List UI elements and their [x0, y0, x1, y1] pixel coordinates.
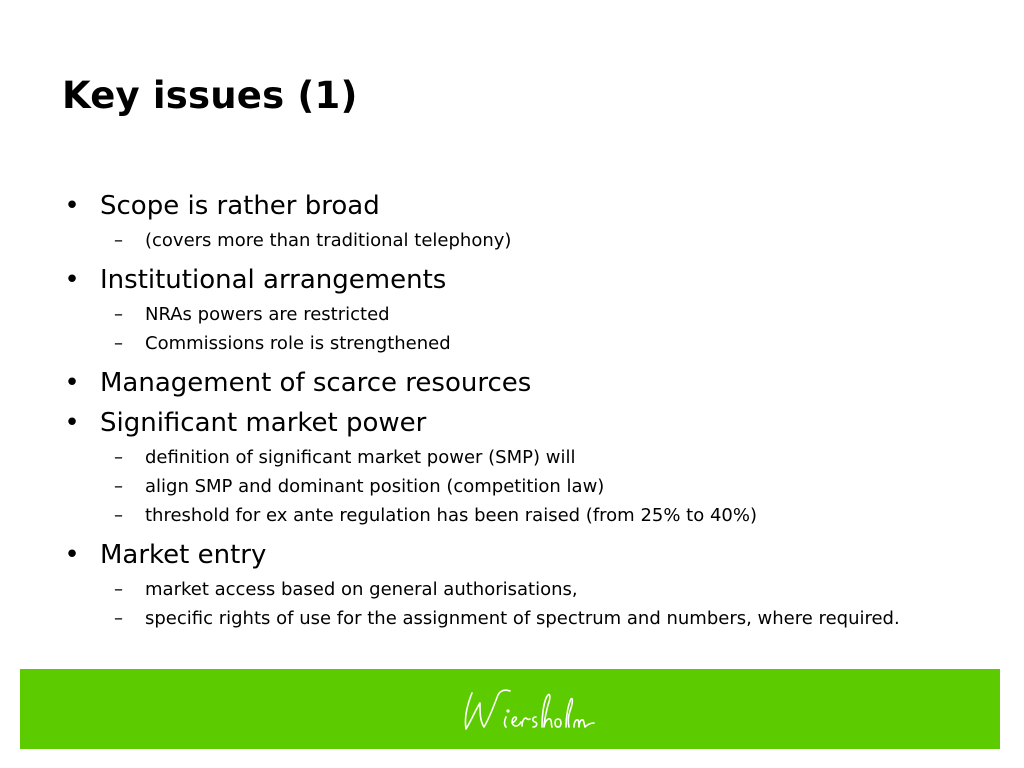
dash-marker: – — [114, 447, 123, 468]
sub-item — [62, 303, 942, 327]
sub-item-text: specific rights of use for the assignment of spectrum and numbers, where required. — [145, 608, 900, 629]
bullet-list — [62, 184, 942, 631]
sub-item — [62, 229, 942, 253]
bullet-marker: • — [64, 191, 80, 221]
sub-item-text: threshold for ex ante regulation has been raised (from 25% to 40%) — [145, 505, 757, 526]
sub-item — [62, 475, 942, 499]
bullet-marker: • — [64, 540, 80, 570]
sub-item — [62, 332, 942, 356]
footer-band — [20, 669, 1000, 749]
dash-marker: – — [114, 230, 123, 251]
sub-item-text: Commissions role is strengthened — [145, 333, 451, 354]
bullet-item-smp — [62, 405, 942, 441]
bullet-text: Market entry — [100, 540, 267, 570]
bullet-item-institutional — [62, 262, 942, 298]
sub-item — [62, 504, 942, 528]
dash-marker: – — [114, 505, 123, 526]
dash-marker: – — [114, 333, 123, 354]
bullet-marker: • — [64, 368, 80, 398]
dash-marker: – — [114, 476, 123, 497]
bullet-text: Significant market power — [100, 408, 427, 438]
dash-marker: – — [114, 304, 123, 325]
sub-item-text: (covers more than traditional telephony) — [145, 230, 512, 251]
dash-marker: – — [114, 608, 123, 629]
bullet-item-scope — [62, 188, 942, 224]
bullet-item-market-entry — [62, 537, 942, 573]
sub-item — [62, 446, 942, 470]
bullet-text: Scope is rather broad — [100, 191, 380, 221]
bullet-text: Institutional arrangements — [100, 265, 447, 295]
sub-item-text: align SMP and dominant position (competition law) — [145, 476, 605, 497]
sub-item — [62, 578, 942, 602]
bullet-item-scarce-resources — [62, 365, 942, 401]
bullet-marker: • — [64, 265, 80, 295]
sub-item-text: definition of significant market power (SMP) will — [145, 447, 576, 468]
dash-marker: – — [114, 579, 123, 600]
wiersholm-logo — [454, 683, 604, 739]
sub-item-text: NRAs powers are restricted — [145, 304, 390, 325]
bullet-text: Management of scarce resources — [100, 368, 532, 398]
sub-item-text: market access based on general authorisations, — [145, 579, 578, 600]
sub-item — [62, 607, 942, 631]
slide-title: Key issues (1) — [62, 74, 358, 117]
bullet-marker: • — [64, 408, 80, 438]
